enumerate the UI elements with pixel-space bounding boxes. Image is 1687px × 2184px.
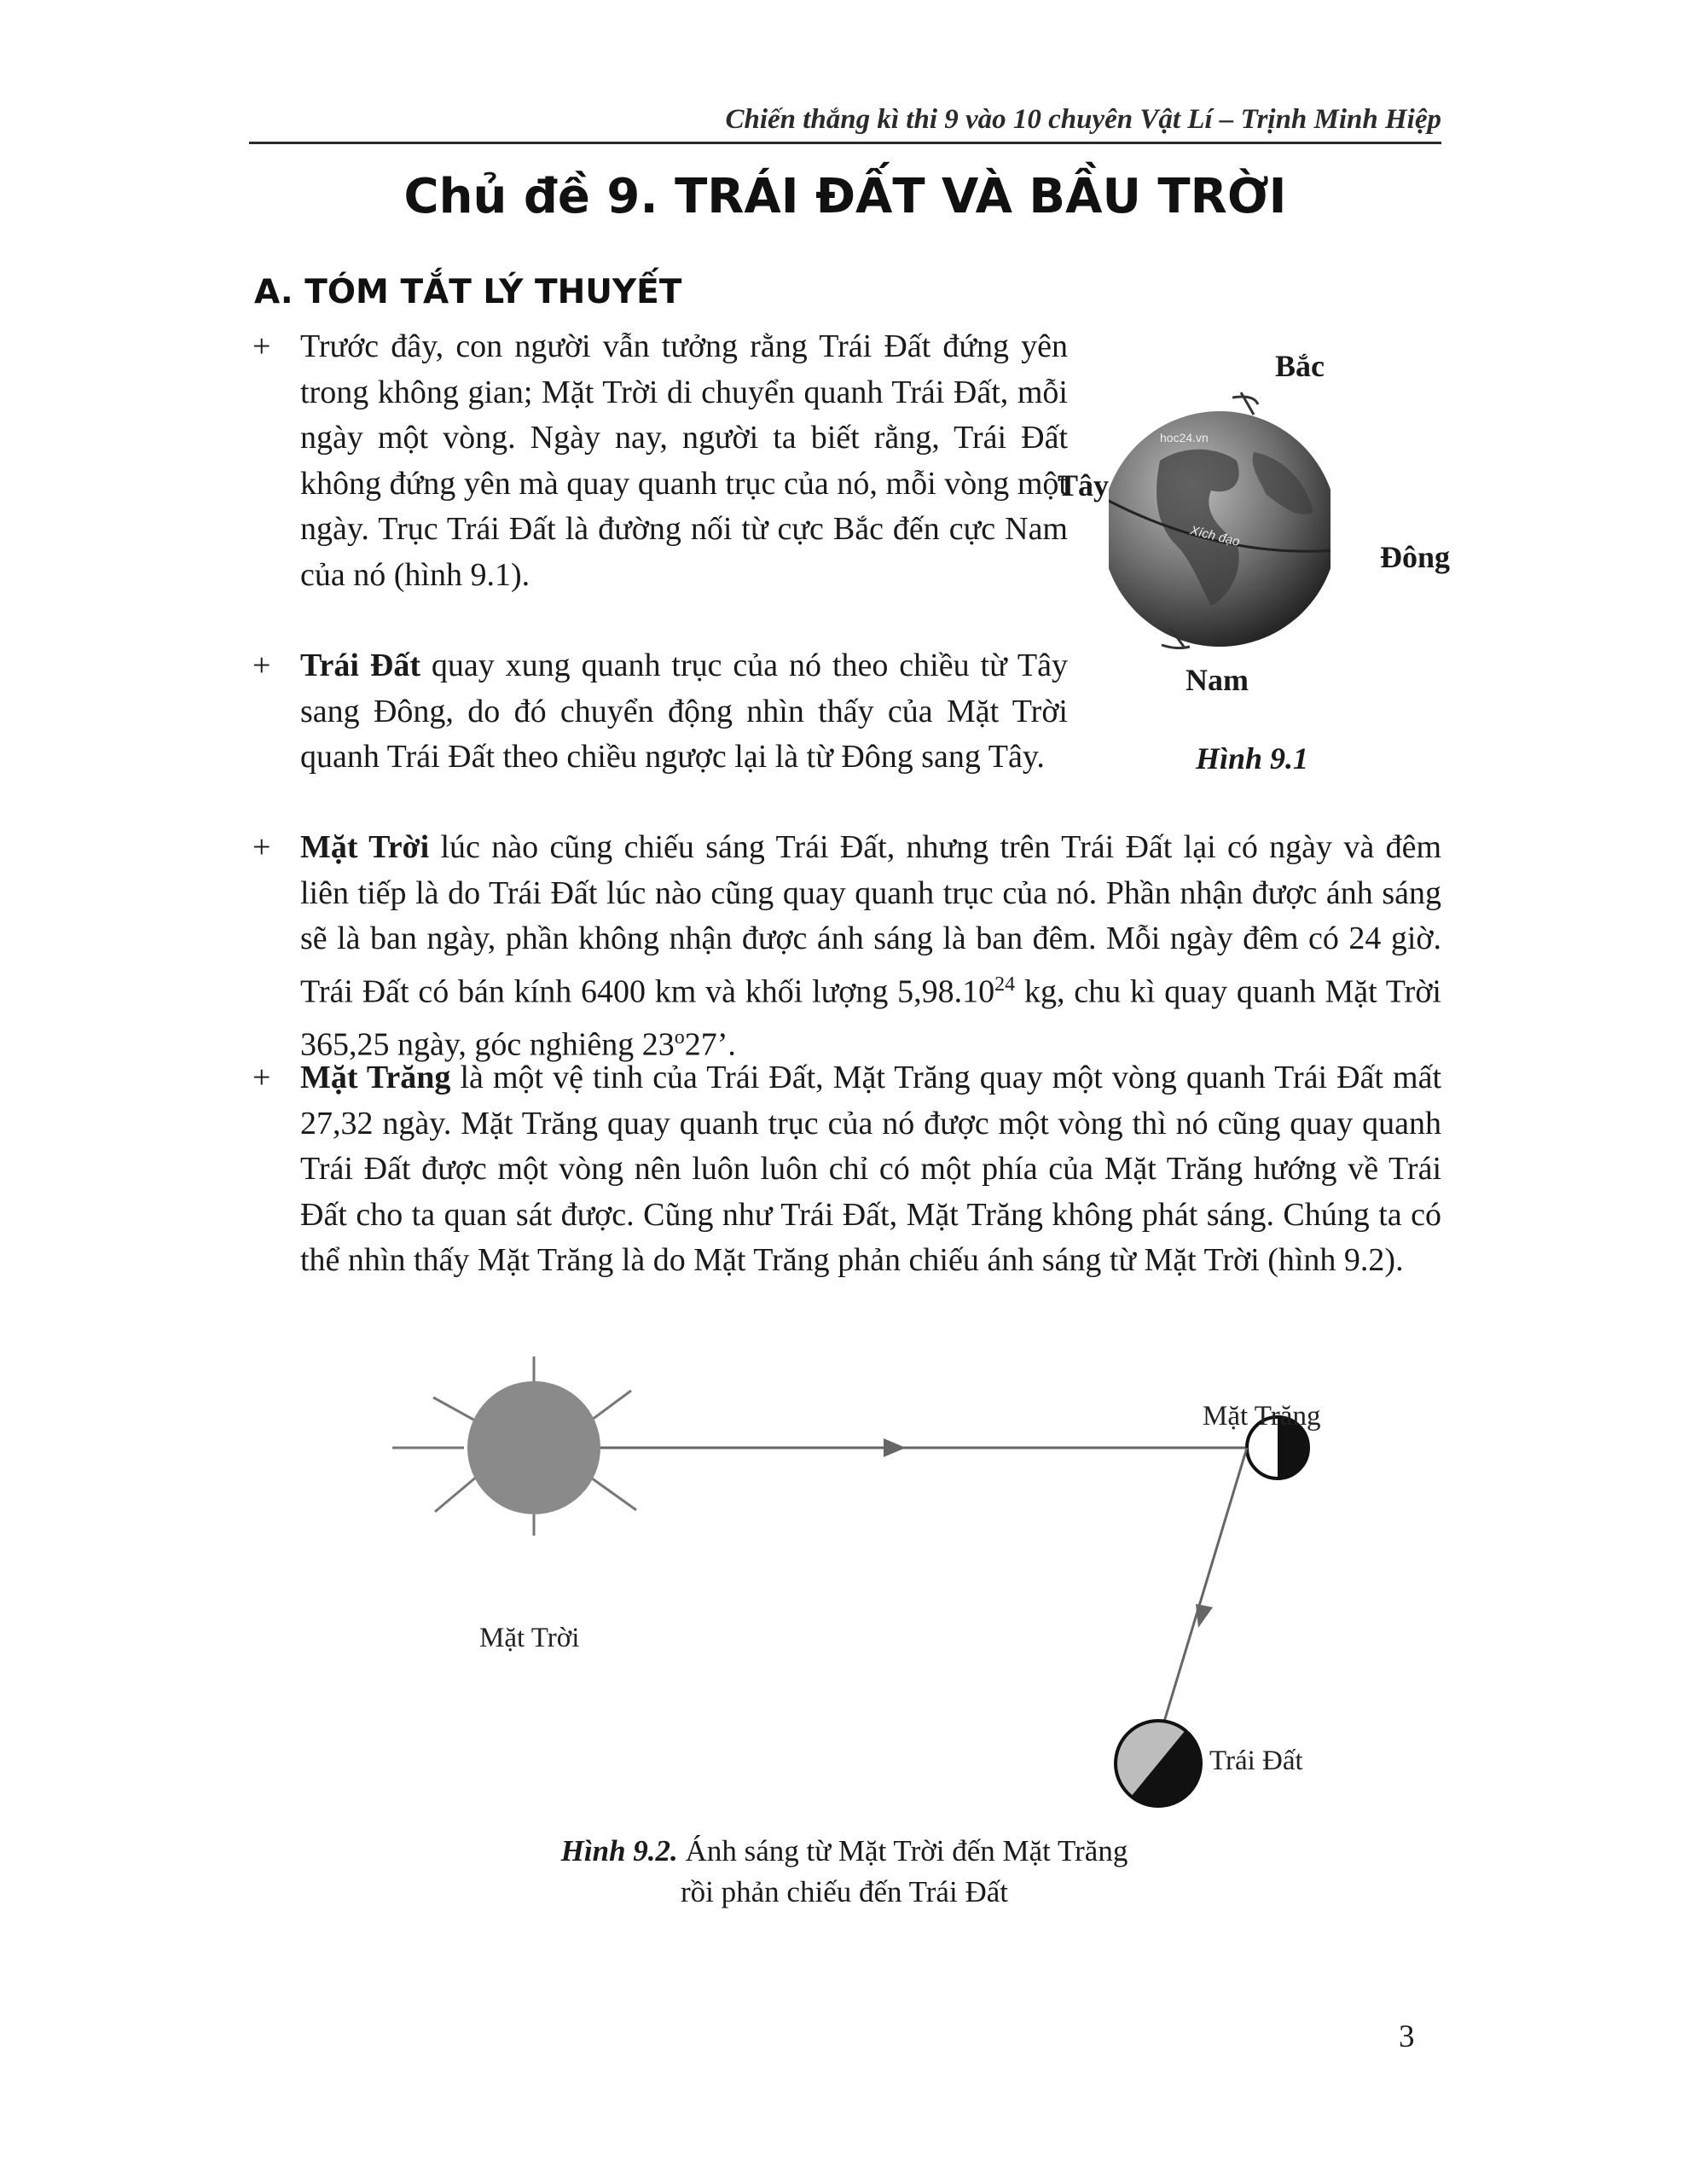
bullet-paragraph-3 <box>252 825 1446 1064</box>
label-west: Tây <box>1058 468 1110 502</box>
bullet-paragraph-4 <box>252 1055 1446 1345</box>
paragraph-text: Mặt Trăng là một vệ tinh của Trái Đất, Mặt Trăng quay một vòng quanh Trái Đất mất 27,32 ngày. Mặt Trăng quay quanh trục của nó được một vòng thì nó cũng quay quanh Trái Đất được một vòng nên luôn luôn chỉ có một phía của Mặt Trăng hướng về Trái Đất cho ta quan sát được. Cũng như Trái Đất, Mặt Trăng không phát sáng. Chúng ta có thể nhìn thấy Mặt Trăng là do Mặt Trăng phản chiếu ánh sáng từ Mặt Trời (hình 9.2). <box>300 1060 1442 1278</box>
north-axis-arrow-icon <box>1232 392 1258 415</box>
label-moon: Mặt Trăng <box>1203 1401 1321 1432</box>
figure-9-1-caption: Hình 9.1 <box>1196 741 1309 775</box>
bullet-marker: + <box>252 829 271 865</box>
page-number: 3 <box>1399 2019 1415 2054</box>
bullet-marker: + <box>252 648 271 683</box>
bullet-paragraph-1 <box>252 324 1105 648</box>
sun-disc <box>467 1381 600 1514</box>
equator-label: Xích đạo <box>1188 523 1242 550</box>
section-heading: A. TÓM TẮT LÝ THUYẾT <box>254 273 682 311</box>
label-earth: Trái Đất <box>1209 1745 1303 1776</box>
label-north: Bắc <box>1275 349 1325 383</box>
label-east: Đông <box>1380 540 1451 574</box>
header-rule <box>249 142 1441 144</box>
bullet-marker: + <box>252 328 271 364</box>
figure-9-1-globe <box>1109 375 1330 665</box>
paragraph-text: Trước đây, con người vẫn tưởng rằng Trái Đất đứng yên trong không gian; Mặt Trời di chuyển quanh Trái Đất, mỗi ngày một vòng. Ngày nay, người ta biết rằng, Trái Đất không đứng yên mà quay quanh trục của nó, mỗi vòng một ngày. Trục Trái Đất là đường nối từ cực Bắc đến cực Nam của nó (hình 9.1). <box>300 328 1068 593</box>
paragraph-text: Trái Đất quay xung quanh trục của nó theo chiều từ Tây sang Đông, do đó chuyển động nhìn thấy của Mặt Trời quanh Trái Đất theo chiều ngược lại là từ Đông sang Tây. <box>300 648 1068 775</box>
chapter-title: Chủ đề 9. TRÁI ĐẤT VÀ BẦU TRỜI <box>403 169 1287 224</box>
caption-line-2: rồi phản chiếu đến Trái Đất <box>681 1875 1008 1908</box>
caption-line-1: Ánh sáng từ Mặt Trời đến Mặt Trăng <box>677 1834 1128 1867</box>
watermark-text: hoc24.vn <box>1160 431 1209 444</box>
bold-term: Mặt Trăng <box>300 1060 451 1095</box>
paragraph-text: Mặt Trời lúc nào cũng chiếu sáng Trái Đất, nhưng trên Trái Đất lại có ngày và đêm liên tiếp là do Trái Đất lúc nào cũng quay quanh trục của nó. Phần nhận được ánh sáng sẽ là ban ngày, phần không nhận được ánh sáng là ban đêm. Mỗi ngày đêm có 24 giờ. Trái Đất có bán kính 6400 km và khối lượng 5,98.10$^{24}$ kg, chu kì quay quanh Mặt Trời 365,25 ngày, góc nghiêng 23$^o$27’. <box>300 829 1441 1063</box>
bullet-marker: + <box>252 1060 271 1095</box>
arrow-right-icon <box>884 1438 906 1457</box>
bullet-paragraph-2 <box>252 643 1105 831</box>
caption-label: Hình 9.2. <box>560 1834 678 1867</box>
ray-moon-to-earth <box>1164 1448 1247 1722</box>
label-south: Nam <box>1186 663 1249 697</box>
bold-term: Trái Đất <box>300 648 420 683</box>
figure-9-2-caption <box>409 1831 1279 1913</box>
running-header: Chiến thắng kì thi 9 vào 10 chuyên Vật Lí – Trịnh Minh Hiệp <box>725 104 1441 135</box>
bold-term: Mặt Trời <box>300 829 430 865</box>
arrow-down-icon <box>1196 1604 1213 1628</box>
label-sun: Mặt Trời <box>479 1623 580 1653</box>
